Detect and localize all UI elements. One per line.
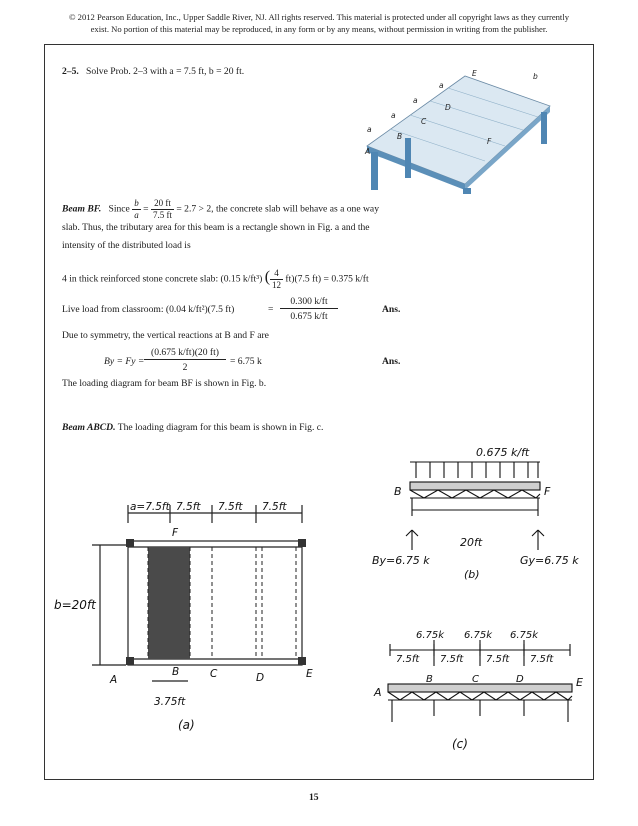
fig-label-a-point: A — [365, 147, 371, 156]
fig-label-a1: a — [439, 81, 444, 90]
fig-c-caption: (c) — [452, 737, 468, 751]
fig-a-label-e: E — [306, 668, 313, 680]
figure-c — [368, 622, 598, 762]
fig-b-load: 0.675 k/ft — [476, 446, 530, 459]
dim-a-fourth: 7.5ft — [262, 501, 287, 513]
beam-bf-line-1 — [62, 198, 379, 221]
problem-text: Solve Prob. 2–3 with a = 7.5 ft, b = 20 ft. — [86, 66, 245, 77]
fig-c-label-c: C — [472, 674, 479, 685]
fig-c-label-d: D — [516, 674, 524, 685]
copyright-line-1: © 2012 Pearson Education, Inc., Upper Saddle River, NJ. All rights reserved. This material is protected under all copyright laws as they currently — [68, 12, 570, 22]
dim-tributary-width: 3.75ft — [154, 696, 186, 708]
live-load-equals: = — [268, 304, 274, 315]
fig-label-f: F — [487, 137, 492, 146]
fig-label-a3: a — [391, 111, 396, 120]
beam-bf-heading: Beam BF. — [62, 203, 102, 215]
dim-a-first: a=7.5ft — [130, 501, 170, 513]
slab-load-result: ft)(7.5 ft) = 0.375 k/ft — [285, 273, 369, 285]
fig-label-d: D — [445, 103, 451, 112]
dim-a-second: 7.5ft — [176, 501, 201, 513]
since-text: Since — [108, 203, 130, 215]
fig-c-label-a: A — [374, 686, 382, 699]
beam-bf-line-2: slab. Thus, the tributary area for this beam is a rectangle shown in Fig. a and the — [62, 222, 370, 233]
problem-statement — [62, 66, 244, 78]
dim-a-third: 7.5ft — [218, 501, 243, 513]
copyright-notice — [14, 11, 624, 35]
fig-label-a4: a — [367, 125, 372, 134]
page-number: 15 — [309, 792, 319, 803]
fig-b-left: B — [394, 485, 402, 498]
fig-a-caption: (a) — [178, 718, 195, 732]
fig-label-c: C — [421, 117, 427, 126]
answer-label-1: Ans. — [382, 304, 401, 315]
equals-sign: = — [143, 203, 149, 215]
fig-b-right: F — [544, 485, 551, 498]
beam-abcd-text: The loading diagram for this beam is shown in Fig. c. — [117, 422, 324, 433]
reaction-result: = 6.75 k — [230, 356, 262, 367]
fig-c-dim-3: 7.5ft — [486, 654, 510, 665]
fig-c-load-1: 6.75k — [416, 630, 445, 641]
fig-b-caption: (b) — [464, 568, 480, 581]
symmetry-text: Due to symmetry, the vertical reactions at B and F are — [62, 330, 269, 341]
figure-a — [52, 495, 352, 745]
reaction-fraction-bar — [144, 359, 226, 360]
reaction-lhs: By = Fy = — [104, 356, 145, 367]
fig-c-label-b: B — [426, 674, 433, 685]
reaction-denominator: 2 — [182, 362, 188, 373]
fig-b-span: 20ft — [460, 536, 483, 549]
live-load-label: Live load from classroom: (0.04 k/ft²)(7.5 ft) — [62, 304, 235, 315]
fig-c-load-3: 6.75k — [510, 630, 539, 641]
sum-line — [280, 308, 338, 309]
fig-c-load-2: 6.75k — [464, 630, 493, 641]
fig-b-right-reaction: Gy=6.75 k — [520, 554, 579, 567]
fig-c-label-e: E — [576, 676, 583, 689]
beam-abcd-heading: Beam ABCD. — [62, 422, 116, 433]
dim-b: b=20ft — [54, 598, 96, 612]
copyright-line-2: exist. No portion of this material may be reproduced, in any form or by any means, without permission in writing from the publisher. — [90, 24, 548, 34]
fig-label-a2: a — [413, 96, 418, 105]
fig-label-e: E — [472, 69, 477, 78]
figure-b — [372, 440, 610, 590]
fig-c-dim-2: 7.5ft — [440, 654, 464, 665]
fig-c-dim-4: 7.5ft — [530, 654, 554, 665]
ratio-fraction: $\frac{20 ft}{7.5 ft}$ — [152, 198, 172, 220]
fig-a-label-c: C — [210, 668, 218, 680]
fig-a-label-b: B — [172, 666, 180, 678]
fig-label-b-point: B — [397, 132, 403, 141]
ratio-result: = 2.7 > 2, the concrete slab will behave as a one way — [176, 203, 379, 215]
loading-note: The loading diagram for beam BF is shown in Fig. b. — [62, 378, 267, 389]
reaction-numerator: (0.675 k/ft)(20 ft) — [151, 347, 219, 358]
fig-label-b: b — [533, 72, 538, 81]
live-load-value: 0.300 k/ft — [290, 296, 328, 307]
fig-b-left-reaction: By=6.75 k — [372, 554, 430, 567]
answer-label-2: Ans. — [382, 356, 401, 367]
fig-a-label-f: F — [172, 527, 179, 539]
fig-a-label-a: A — [110, 674, 118, 686]
beam-bf-line-3: intensity of the distributed load is — [62, 240, 191, 251]
slab-thickness-fraction: $\frac{4}{12}$ — [272, 268, 282, 290]
beam-abcd-line — [62, 422, 323, 434]
b-over-a-fraction: $\frac{b}{a}$ — [134, 198, 139, 220]
problem-number: 2–5. — [62, 66, 79, 77]
floor-system-figure — [345, 66, 560, 194]
fig-c-dim-1: 7.5ft — [396, 654, 420, 665]
slab-load-line: 4 in thick reinforced stone concrete slab: (0.15 k/ft³) ( $\frac{4}{12}$ ft)(7.5 ft) = 0.375 k/ft — [62, 268, 369, 290]
slab-load-label: 4 in thick reinforced stone concrete slab: (0.15 k/ft³) — [62, 273, 263, 285]
total-load-value: 0.675 k/ft — [290, 311, 328, 322]
fig-a-label-d: D — [256, 672, 265, 684]
